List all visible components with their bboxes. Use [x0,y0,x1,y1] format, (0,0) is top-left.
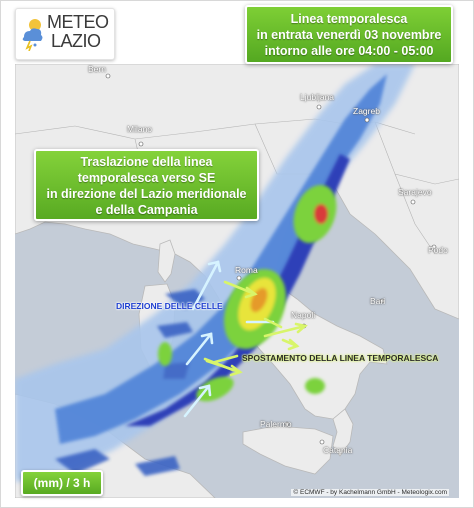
logo-wordmark [47,13,109,51]
callout-line2: temporalesca verso SE [77,171,216,185]
translation-callout [34,149,259,221]
callout-line1: Traslazione della linea [80,155,213,169]
map-credit: © ECMWF - by Kachelmann GmbH - Meteologix.com [293,489,447,496]
cell-direction-label: DIREZIONE DELLE CELLE [116,301,223,311]
city-label-palermo: Palermo [260,419,292,429]
city-label-catania: Catania [323,445,353,455]
city-label-milano: Milano [127,124,153,134]
logo-line2: LAZIO [51,31,101,51]
storm-core-adriatic-red [314,204,328,224]
callout-line3: in direzione del Lazio meridionale [46,187,247,201]
city-label-ljubljana: Ljubljana [300,92,335,102]
logo-line1: METEO [47,12,109,32]
city-label-podgorica: Podo [428,245,448,255]
callout-line4: e della Campania [95,203,198,217]
city-label-roma: Roma [235,265,258,275]
land-corsica [158,240,175,282]
city-label-zagreb: Zagreb [353,106,380,116]
city-label-bern: Bern [88,64,106,74]
storm-core-sardinia-green [158,342,172,366]
title-line3: intorno alle ore 04:00 - 05:00 [264,44,434,58]
precipitation-map [15,64,459,498]
legend-unit-badge: (mm) / 3 h [21,470,103,496]
map-canvas [15,64,459,498]
storm-core-napoli-green [305,378,325,394]
title-banner [245,5,453,64]
meteo-lazio-logo [15,8,115,60]
title-line1: Linea temporalesca [290,12,408,26]
line-shift-label: SPOSTAMENTO DELLA LINEA TEMPORALESCA [242,353,439,363]
city-label-bari: Bari [370,296,386,306]
city-label-sarajevo: Sarajevo [398,187,432,197]
title-line2: in entrata venerdì 03 novembre [256,28,442,42]
cloud-sun-lightning-icon [20,17,44,51]
land-sicily [243,426,333,474]
city-label-napoli: Napoli [291,310,316,320]
